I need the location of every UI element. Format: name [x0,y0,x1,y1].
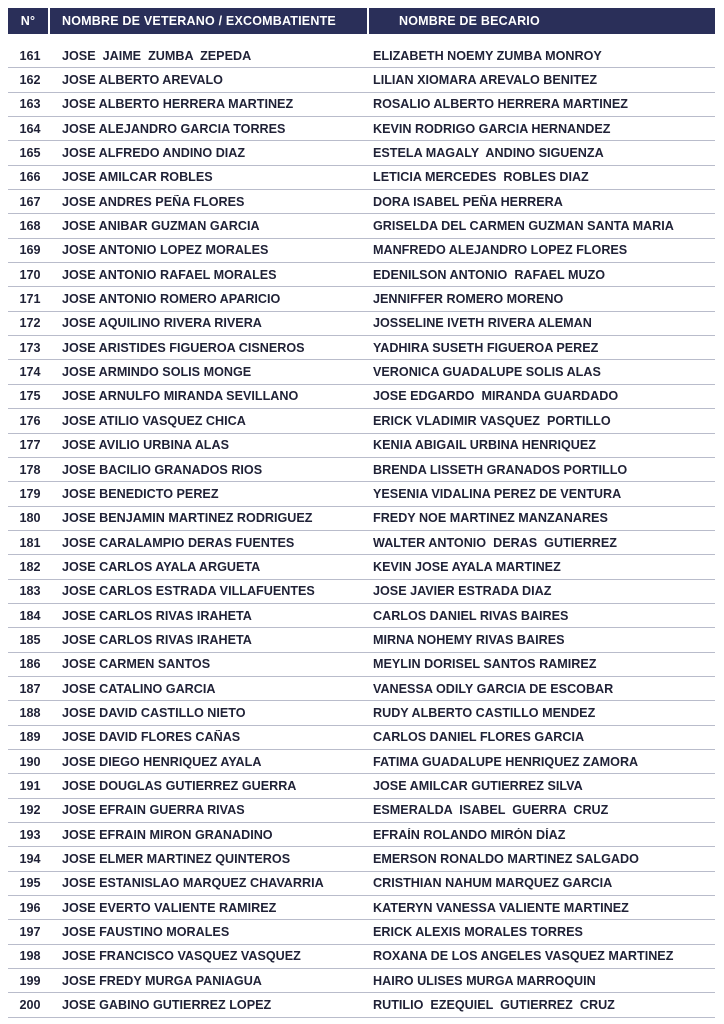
scholar-name: KENIA ABIGAIL URBINA HENRIQUEZ [373,438,596,453]
scholar-name: DORA ISABEL PEÑA HERRERA [373,194,563,209]
veteran-name: JOSE JAIME ZUMBA ZEPEDA [62,48,252,63]
row-number: 165 [19,146,41,161]
veteran-name: JOSE ALBERTO HERRERA MARTINEZ [62,97,294,112]
table-row [8,166,715,190]
scholar-name: JOSSELINE IVETH RIVERA ALEMAN [373,316,592,331]
scholar-name: MEYLIN DORISEL SANTOS RAMIREZ [373,657,597,672]
row-number: 172 [19,316,41,331]
scholar-name: ROXANA DE LOS ANGELES VASQUEZ MARTINEZ [373,949,674,964]
scholar-name: YESENIA VIDALINA PEREZ DE VENTURA [373,486,622,501]
header-scholar-name: NOMBRE DE BECARIO [399,14,540,28]
table-row [8,677,715,701]
table-row [8,726,715,750]
veteran-name: JOSE BENEDICTO PEREZ [62,486,219,501]
scholar-name: VERONICA GUADALUPE SOLIS ALAS [373,365,601,380]
scholar-name: EMERSON RONALDO MARTINEZ SALGADO [373,852,639,867]
row-number: 161 [19,48,41,63]
scholar-name: EDENILSON ANTONIO RAFAEL MUZO [373,267,606,282]
row-number: 176 [19,413,41,428]
veteran-name: JOSE EVERTO VALIENTE RAMIREZ [62,900,277,915]
row-number: 163 [19,97,41,112]
table-row [8,750,715,774]
scholar-name: JOSE EDGARDO MIRANDA GUARDADO [373,389,619,404]
scholar-name: LILIAN XIOMARA AREVALO BENITEZ [373,73,598,88]
veteran-name: JOSE CARALAMPIO DERAS FUENTES [62,535,295,550]
table-row [8,68,715,92]
scholar-name: ELIZABETH NOEMY ZUMBA MONROY [373,48,602,63]
scholar-name: VANESSA ODILY GARCIA DE ESCOBAR [373,681,614,696]
table-row [8,409,715,433]
veteran-name: JOSE DOUGLAS GUTIERREZ GUERRA [62,778,297,793]
table-row [8,434,715,458]
veteran-name: JOSE EFRAIN MIRON GRANADINO [62,827,273,842]
row-number: 187 [19,681,41,696]
veteran-name: JOSE ARNULFO MIRANDA SEVILLANO [62,389,299,404]
table-row [8,774,715,798]
table-row [8,141,715,165]
table-row [8,628,715,652]
row-number: 191 [19,778,41,793]
row-number: 167 [19,194,41,209]
scholar-name: FREDY NOE MARTINEZ MANZANARES [373,511,608,526]
table-row [8,458,715,482]
row-number: 177 [19,438,41,453]
scholar-name: YADHIRA SUSETH FIGUEROA PEREZ [373,340,599,355]
table-row [8,93,715,117]
veteran-name: JOSE GABINO GUTIERREZ LOPEZ [62,998,272,1013]
row-number: 168 [19,219,41,234]
veteran-name: JOSE CARLOS ESTRADA VILLAFUENTES [62,584,315,599]
row-number: 166 [19,170,41,185]
table-row [8,799,715,823]
veteran-name: JOSE ESTANISLAO MARQUEZ CHAVARRIA [62,876,324,891]
scholar-name: ERICK VLADIMIR VASQUEZ PORTILLO [373,413,611,428]
veteran-name: JOSE ANDRES PEÑA FLORES [62,194,245,209]
veteran-name: JOSE BACILIO GRANADOS RIOS [62,462,263,477]
scholar-name: JOSE AMILCAR GUTIERREZ SILVA [373,778,583,793]
row-number: 180 [19,511,41,526]
row-number: 183 [19,584,41,599]
row-number: 171 [19,292,41,307]
table-header [8,8,715,34]
row-number: 197 [19,925,41,940]
row-number: 182 [19,559,41,574]
veteran-name: JOSE AQUILINO RIVERA RIVERA [62,316,262,331]
row-number: 164 [19,121,41,136]
row-number: 200 [19,998,41,1013]
table-row [8,287,715,311]
row-number: 162 [19,73,41,88]
scholar-name: KATERYN VANESSA VALIENTE MARTINEZ [373,900,629,915]
table-row [8,945,715,969]
table-body [8,44,715,1018]
row-number: 175 [19,389,41,404]
veteran-name: JOSE ARISTIDES FIGUEROA CISNEROS [62,340,305,355]
row-number: 170 [19,267,41,282]
veteran-name: JOSE BENJAMIN MARTINEZ RODRIGUEZ [62,511,313,526]
veteran-name: JOSE ANTONIO LOPEZ MORALES [62,243,269,258]
row-number: 181 [19,535,41,550]
veteran-name: JOSE ELMER MARTINEZ QUINTEROS [62,852,291,867]
row-number: 184 [19,608,41,623]
row-number: 169 [19,243,41,258]
table-row [8,531,715,555]
scholar-name: ROSALIO ALBERTO HERRERA MARTINEZ [373,97,628,112]
table-row [8,580,715,604]
veteran-name: JOSE DAVID CASTILLO NIETO [62,705,246,720]
veteran-name: JOSE DIEGO HENRIQUEZ AYALA [62,754,262,769]
table-row [8,604,715,628]
scholar-name: BRENDA LISSETH GRANADOS PORTILLO [373,462,628,477]
table-row [8,117,715,141]
scholar-name: ESTELA MAGALY ANDINO SIGUENZA [373,146,604,161]
row-number: 193 [19,827,41,842]
veteran-name: JOSE CARMEN SANTOS [62,657,211,672]
veteran-name: JOSE CARLOS RIVAS IRAHETA [62,608,252,623]
scholar-name: CARLOS DANIEL RIVAS BAIRES [373,608,569,623]
table-row [8,847,715,871]
veteran-name: JOSE DAVID FLORES CAÑAS [62,730,241,745]
row-number: 199 [19,973,41,988]
table-row [8,993,715,1017]
scholar-name: MANFREDO ALEJANDRO LOPEZ FLORES [373,243,628,258]
row-number: 185 [19,632,41,647]
scholar-name: RUTILIO EZEQUIEL GUTIERREZ CRUZ [373,998,615,1013]
row-number: 179 [19,486,41,501]
veteran-name: JOSE EFRAIN GUERRA RIVAS [62,803,245,818]
scholar-name: LETICIA MERCEDES ROBLES DIAZ [373,170,589,185]
row-number: 189 [19,730,41,745]
veteran-name: JOSE ALEJANDRO GARCIA TORRES [62,121,286,136]
scholar-name: HAIRO ULISES MURGA MARROQUIN [373,973,596,988]
table-row [8,896,715,920]
row-number: 198 [19,949,41,964]
header-veteran-name: NOMBRE DE VETERANO / EXCOMBATIENTE [62,14,336,28]
veteran-name: JOSE ALFREDO ANDINO DIAZ [62,146,246,161]
row-number: 190 [19,754,41,769]
scholar-name: CARLOS DANIEL FLORES GARCIA [373,730,585,745]
table-row [8,872,715,896]
scholar-name: MIRNA NOHEMY RIVAS BAIRES [373,632,565,647]
scholar-name: KEVIN JOSE AYALA MARTINEZ [373,559,561,574]
veteran-name: JOSE ARMINDO SOLIS MONGE [62,365,252,380]
veteran-name: JOSE CARLOS RIVAS IRAHETA [62,632,252,647]
table-row [8,44,715,68]
scholar-name: WALTER ANTONIO DERAS GUTIERREZ [373,535,617,550]
row-number: 196 [19,900,41,915]
row-number: 194 [19,852,41,867]
veteran-name: JOSE ANTONIO RAFAEL MORALES [62,267,277,282]
veteran-name: JOSE ANTONIO ROMERO APARICIO [62,292,281,307]
row-number: 174 [19,365,41,380]
table-row [8,701,715,725]
scholar-name: JOSE JAVIER ESTRADA DIAZ [373,584,552,599]
scholar-name: EFRAÍN ROLANDO MIRÓN DÍAZ [373,827,566,842]
row-number: 173 [19,340,41,355]
row-number: 178 [19,462,41,477]
table-row [8,507,715,531]
row-number: 195 [19,876,41,891]
veteran-name: JOSE FRANCISCO VASQUEZ VASQUEZ [62,949,301,964]
table-row [8,336,715,360]
table-row [8,969,715,993]
veteran-name: JOSE CARLOS AYALA ARGUETA [62,559,261,574]
table-row [8,482,715,506]
table-row [8,239,715,263]
table-row [8,920,715,944]
veteran-name: JOSE ANIBAR GUZMAN GARCIA [62,219,260,234]
table-row [8,214,715,238]
veteran-name: JOSE ATILIO VASQUEZ CHICA [62,413,246,428]
table-row [8,653,715,677]
table-row [8,385,715,409]
table-row [8,555,715,579]
row-number: 192 [19,803,41,818]
table-row [8,823,715,847]
scholar-name: GRISELDA DEL CARMEN GUZMAN SANTA MARIA [373,219,674,234]
scholar-name: ESMERALDA ISABEL GUERRA CRUZ [373,803,609,818]
scholar-name: RUDY ALBERTO CASTILLO MENDEZ [373,705,596,720]
scholar-name: CRISTHIAN NAHUM MARQUEZ GARCIA [373,876,613,891]
veteran-name: JOSE AVILIO URBINA ALAS [62,438,229,453]
table-row [8,263,715,287]
veteran-name: JOSE FAUSTINO MORALES [62,925,230,940]
scholar-name: ERICK ALEXIS MORALES TORRES [373,925,583,940]
veteran-name: JOSE AMILCAR ROBLES [62,170,213,185]
table-row [8,360,715,384]
row-number: 186 [19,657,41,672]
row-number: 188 [19,705,41,720]
scholar-name: FATIMA GUADALUPE HENRIQUEZ ZAMORA [373,754,639,769]
veteran-name: JOSE ALBERTO AREVALO [62,73,223,88]
table-row [8,312,715,336]
veteran-name: JOSE CATALINO GARCIA [62,681,216,696]
scholar-name: KEVIN RODRIGO GARCIA HERNANDEZ [373,121,611,136]
header-number: N° [20,14,36,28]
veteran-name: JOSE FREDY MURGA PANIAGUA [62,973,262,988]
scholar-name: JENNIFFER ROMERO MORENO [373,292,564,307]
table-row [8,190,715,214]
